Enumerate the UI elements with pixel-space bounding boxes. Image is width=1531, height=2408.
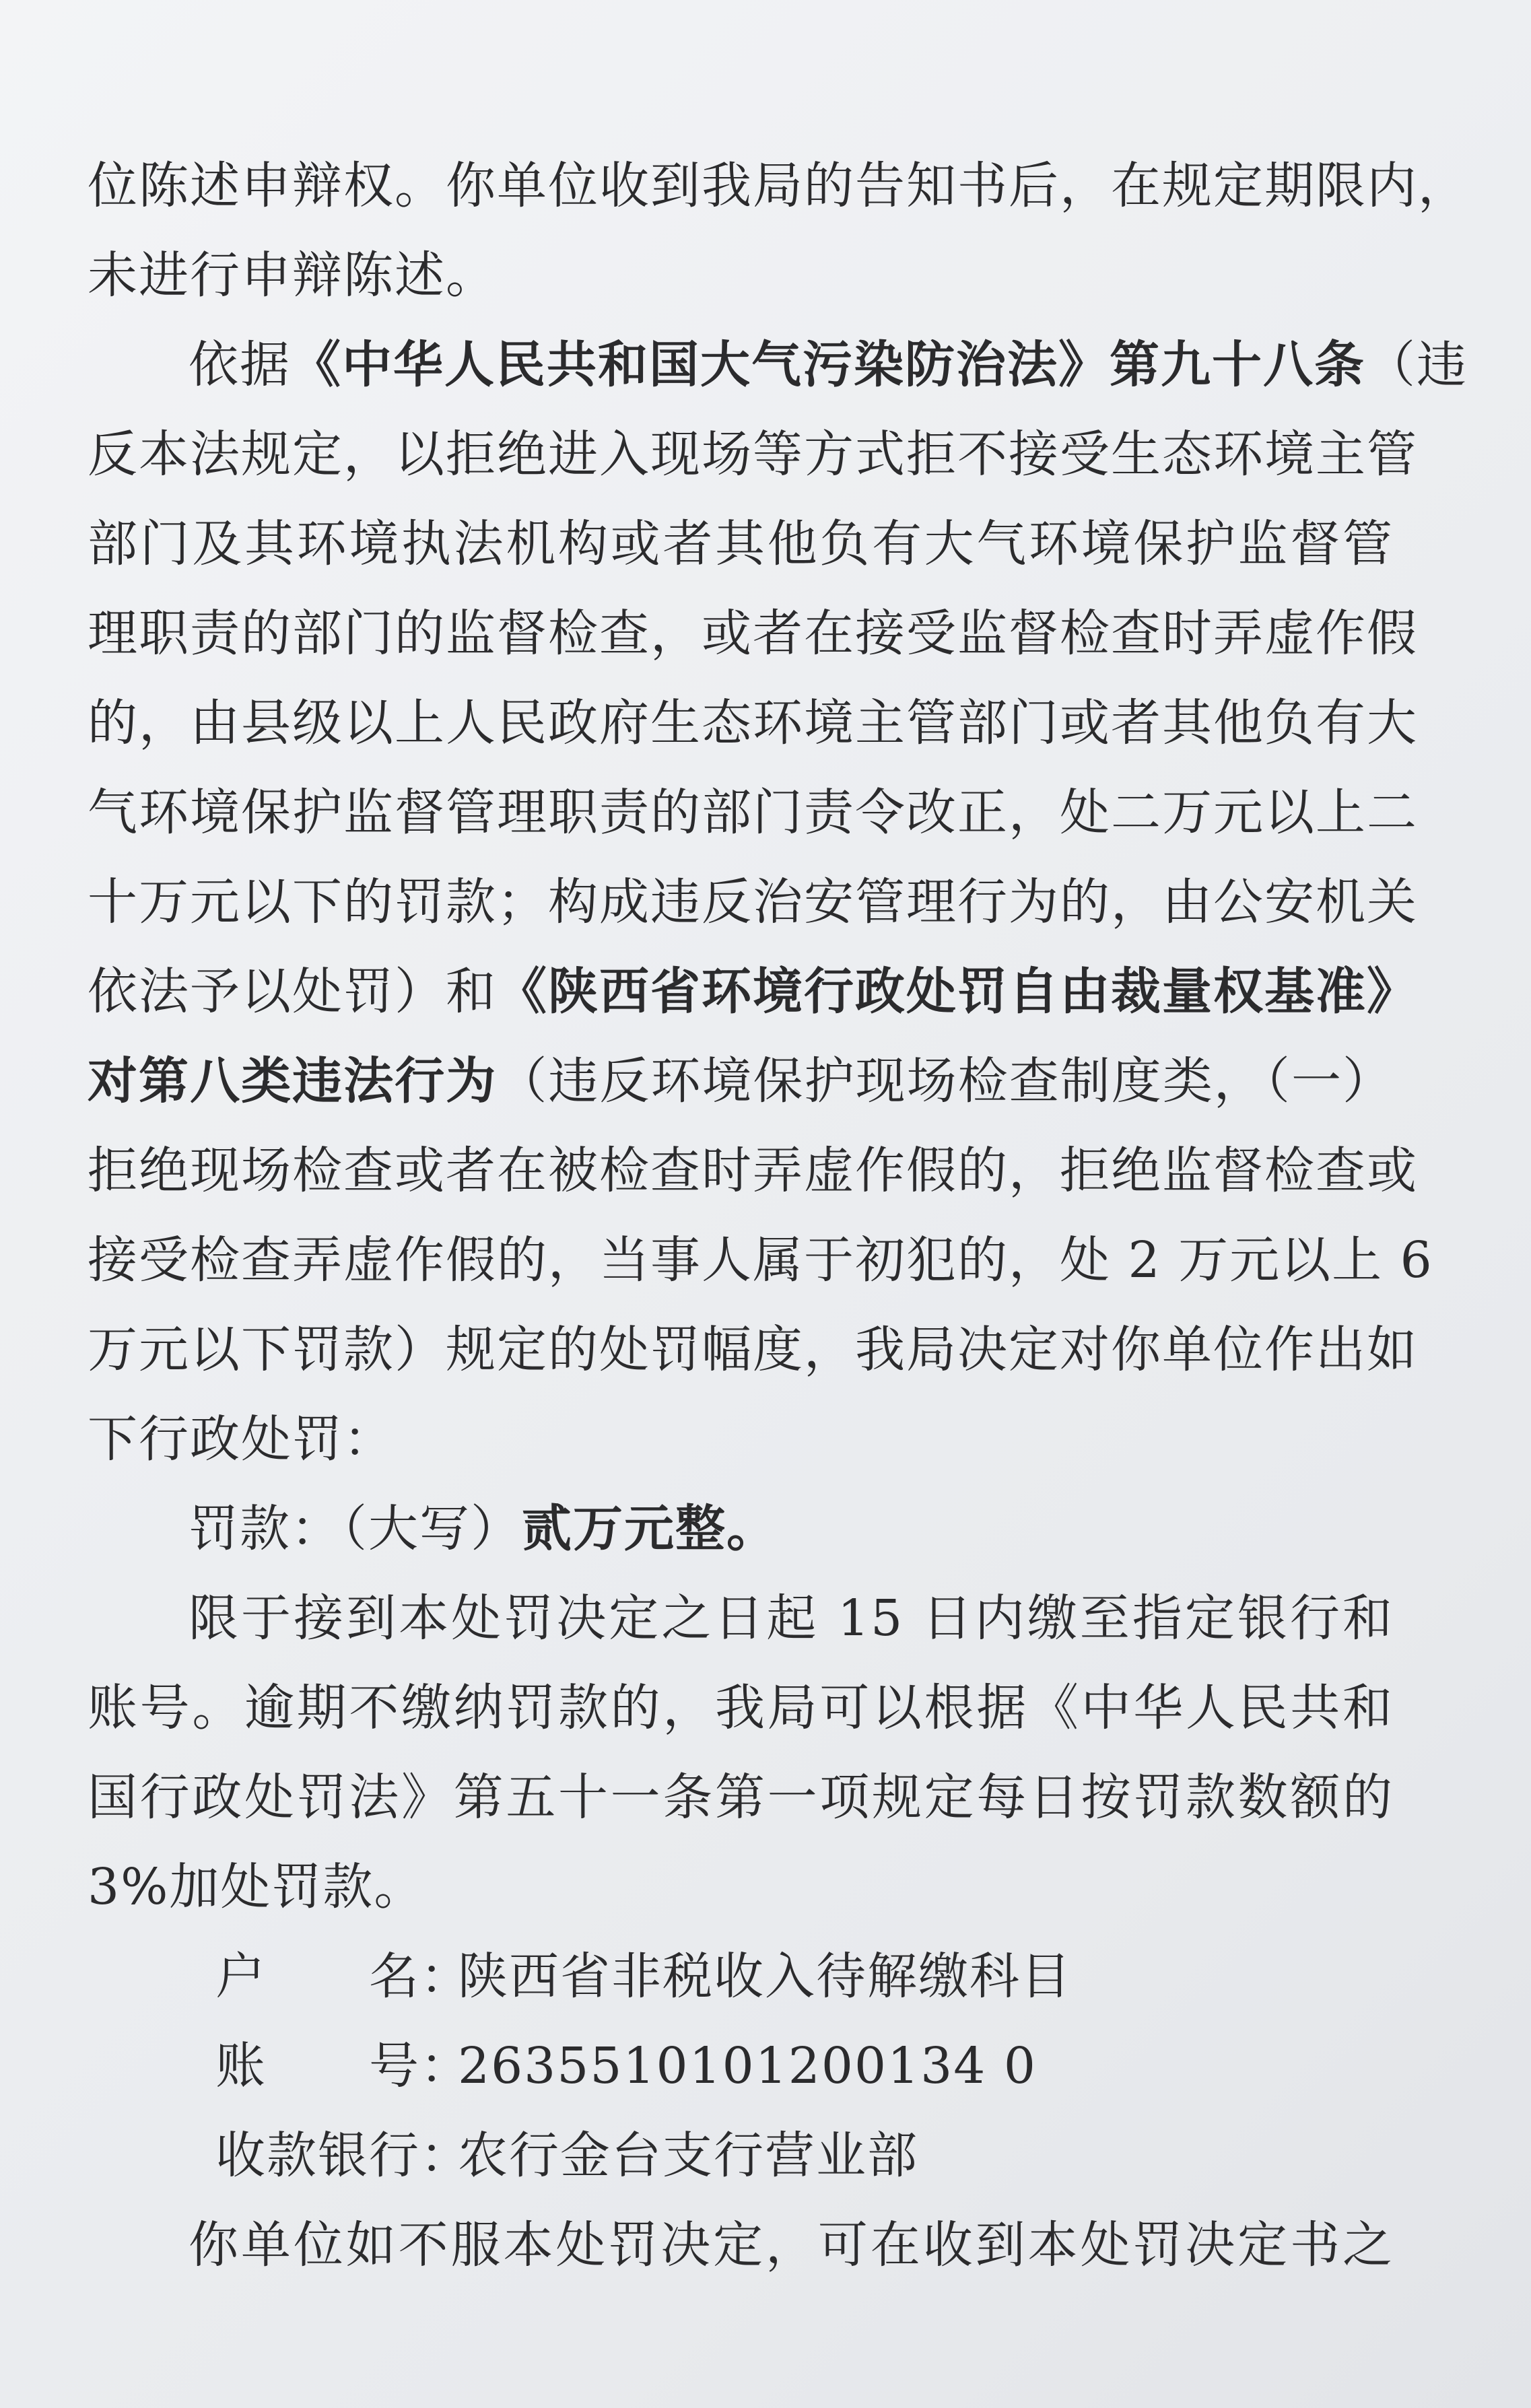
text-line: 未进行申辩陈述。 — [88, 246, 497, 304]
text-line: 十万元以下的罚款；构成违反治安管理行为的，由公安机关 — [88, 873, 1418, 931]
text-line: 你单位如不服本处罚决定，可在收到本处罚决定书之 — [189, 2216, 1394, 2274]
text-segment: （违 — [1365, 336, 1468, 394]
text-line: 位陈述申辩权。你单位收到我局的告知书后，在规定期限内， — [88, 157, 1469, 215]
text-segment: 依据 — [189, 336, 291, 394]
text-line: 拒绝现场检查或者在被检查时弄虚作假的，拒绝监督检查或 — [88, 1142, 1418, 1200]
text-line: 限于接到本处罚决定之日起 15 日内缴至指定银行和 — [189, 1589, 1394, 1647]
regulation-citation: 《陕西省环境行政处罚自由裁量权基准》 — [497, 963, 1418, 1021]
fine-amount: 贰万元整。 — [522, 1500, 778, 1558]
account-name-value: 陕西省非税收入待解缴科目 — [458, 1948, 1072, 2005]
fine-label: 罚款：（大写） — [189, 1500, 522, 1558]
text-line: 理职责的部门的监督检查，或者在接受监督检查时弄虚作假 — [88, 605, 1418, 662]
account-name-line — [88, 1932, 1394, 2022]
text-line: 万元以下罚款）规定的处罚幅度，我局决定对你单位作出如 — [88, 1321, 1418, 1379]
text-line: 下行政处罚： — [88, 1410, 395, 1468]
account-number-label: 账 号： — [215, 2037, 471, 2095]
bank-value: 农行金台支行营业部 — [458, 2127, 918, 2185]
document-body — [88, 141, 1469, 2290]
text-line: 气环境保护监督管理职责的部门责令改正，处二万元以上二 — [88, 784, 1418, 841]
text-line — [88, 947, 1418, 1037]
text-line: 账号。逾期不缴纳罚款的，我局可以根据《中华人民共和 — [88, 1679, 1394, 1737]
violation-category: 对第八类违法行为 — [88, 1052, 498, 1110]
account-name-label: 户 名： — [215, 1948, 471, 2005]
account-number-value: 2635510101200134 0 — [458, 2037, 1037, 2095]
text-segment: （违反环境保护现场检查制度类，（一） — [497, 1052, 1394, 1110]
bank-label: 收款银行： — [215, 2127, 471, 2185]
text-line: 的，由县级以上人民政府生态环境主管部门或者其他负有大 — [88, 694, 1418, 752]
bank-line — [88, 2111, 1394, 2201]
text-line — [88, 1037, 1394, 1126]
account-number-line — [88, 2022, 1394, 2111]
text-segment: 依法予以处罚）和 — [88, 963, 497, 1021]
fine-amount-line — [88, 1484, 1394, 1574]
text-line: 反本法规定，以拒绝进入现场等方式拒不接受生态环境主管 — [88, 425, 1418, 483]
text-line: 部门及其环境执法机构或者其他负有大气环境保护监督管 — [88, 515, 1394, 573]
text-line: 3%加处罚款。 — [88, 1858, 426, 1916]
text-line: 接受检查弄虚作假的，当事人属于初犯的，处 2 万元以上 6 — [88, 1231, 1433, 1289]
text-line: 国行政处罚法》第五十一条第一项规定每日按罚款数额的 — [88, 1768, 1394, 1826]
text-line — [88, 320, 1468, 410]
law-citation: 《中华人民共和国大气污染防治法》第九十八条 — [291, 336, 1365, 394]
